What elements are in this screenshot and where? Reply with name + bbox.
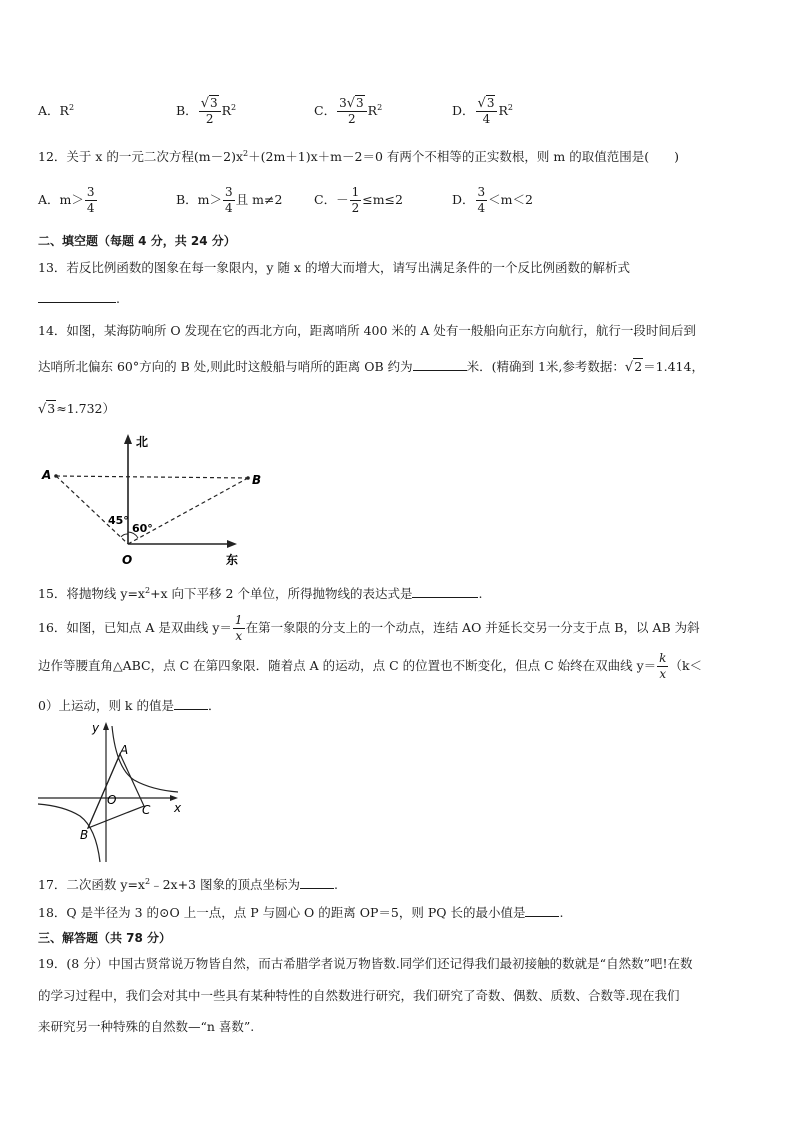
q16-line1: 16．如图，已知点 A 是双曲线 y＝ $\frac{1}{x}$ 在第一象限的分支上的一个动点，连结 AO 并延长交另一分支于点 B，以 AB 为斜: [38, 613, 700, 643]
section-heading-fill-in: 二、填空题（每题 4 分，共 24 分）: [38, 234, 236, 248]
label-north: 北: [136, 435, 149, 449]
fraction: $\frac{k}{x}$: [659, 651, 667, 681]
q16-line3: 0）上运动，则 k 的值是 ．: [38, 698, 221, 713]
q19-line2: 的学习过程中，我们会对其中一些具有某种特性的自然数进行研究，我们研究了奇数、偶数、质数、合数等.现在我们: [38, 988, 680, 1003]
answer-blank: [38, 290, 116, 303]
q16-line2: 边作等腰直角△ABC，点 C 在第四象限．随着点 A 的运动，点 C 的位置也不断变化，但点 C 始终在双曲线 y＝ $\frac{k}{x}$ （k＜: [38, 651, 703, 681]
answer-blank: [413, 358, 467, 371]
q16-figure: [34, 718, 194, 864]
q11-option-c: C． $\frac{3√3}{2}$ $R^2$: [314, 96, 383, 127]
fraction: $\frac{3}{4}$: [477, 185, 486, 215]
label-b: B: [80, 828, 89, 842]
section-heading-solutions: 三、解答题（共 78 分）: [38, 931, 172, 945]
label-x: x: [174, 801, 182, 815]
label-angle-45: 45°: [108, 514, 129, 527]
label-y: y: [92, 721, 100, 735]
q14-figure: [30, 432, 260, 574]
point-b-dot: [246, 476, 250, 480]
segment-ab: [56, 476, 248, 478]
q12-option-b: B．m＞ $\frac{3}{4}$ 且 m≠2: [176, 185, 283, 215]
fraction: $\frac{3}{4}$: [86, 185, 95, 215]
label-b: B: [252, 473, 262, 487]
answer-blank: [412, 585, 478, 598]
answer-blank: [300, 876, 334, 889]
q11-option-b: B． $\frac{√3}{2}$ $R^2$: [176, 96, 237, 127]
label-o: O: [107, 793, 117, 807]
q19-line3: 来研究另一种特殊的自然数—“n 喜数”.: [38, 1019, 255, 1034]
east-arrowhead: [227, 540, 237, 548]
q11-option-d: D． $\frac{√3}{4}$ $R^2$: [452, 96, 513, 127]
label-c: C: [142, 803, 151, 817]
label-a: A: [42, 468, 52, 482]
q14-line1: 14．如图，某海防响所 O 发现在它的西北方向，距离哨所 400 米的 A 处有一般船向正东方向航行，航行一段时间后到: [38, 323, 696, 338]
fraction: $\frac{3√3}{2}$: [337, 96, 367, 127]
fraction: $\frac{3}{4}$: [225, 185, 233, 215]
q11-option-a: A．$R^2$: [38, 103, 75, 119]
q12-option-c: C．－ $\frac{1}{2}$ ≤m≤2: [314, 185, 403, 215]
q18-text: 18．Q 是半径为 3 的⊙O 上一点，点 P 与圆心 O 的距离 OP＝5，则 PQ 长的最小值是 .: [38, 905, 564, 920]
q15-text: 15．将抛物线 $y=x^2+x$ 向下平移 2 个单位，所得抛物线的表达式是 .: [38, 586, 483, 602]
q12-option-d: D． $\frac{3}{4}$ ＜m＜2: [452, 185, 533, 215]
triangle-abc: [88, 754, 144, 828]
answer-blank: [174, 697, 208, 710]
q13-answer-line: .: [38, 290, 120, 308]
q12-option-a: A．m＞ $\frac{3}{4}$: [38, 185, 95, 215]
fraction: $\frac{√3}{4}$: [476, 96, 498, 127]
fraction: $\frac{1}{x}$: [234, 613, 243, 643]
q14-line2: 达哨所北偏东 60°方向的 B 处,则此时这般船与哨所的距离 OB 约为 米．(精确到 1米,参考数据：√2＝1.414，: [38, 359, 704, 375]
label-a: A: [120, 743, 129, 757]
hyperbola-branch-q3: [38, 804, 100, 862]
north-arrowhead: [124, 434, 132, 444]
q19-line1: 19．(8 分）中国古贤常说万物皆自然，而古希腊学者说万物皆数.同学们还记得我们最初接触的数就是“自然数”吧!在数: [38, 956, 693, 971]
label-angle-60: 60°: [132, 522, 153, 535]
q17-text: 17．二次函数 $y=x^2﹣2x+3$ 图象的顶点坐标为 .: [38, 877, 338, 893]
angle-arc-45: [121, 534, 128, 537]
label-east: 东: [226, 553, 239, 567]
label-o: O: [122, 553, 133, 567]
segment-oa: [56, 476, 128, 544]
point-a-dot: [54, 474, 58, 478]
fraction: $\frac{1}{2}$: [351, 185, 360, 215]
answer-blank: [525, 904, 559, 917]
q13-text: 13．若反比例函数的图象在每一象限内，y 随 x 的增大而增大，请写出满足条件的一个反比例函数的解析式: [38, 260, 630, 275]
y-arrowhead: [103, 722, 109, 730]
q14-line3: √3≈1.732）: [38, 401, 116, 417]
q12-stem: 12．关于 x 的一元二次方程$(m-2)x^2+(2m+1)x+m-2=0$ 有两个不相等的正实数根，则 m 的取值范围是( ): [38, 149, 679, 165]
fraction: $\frac{√3}{2}$: [199, 96, 221, 127]
